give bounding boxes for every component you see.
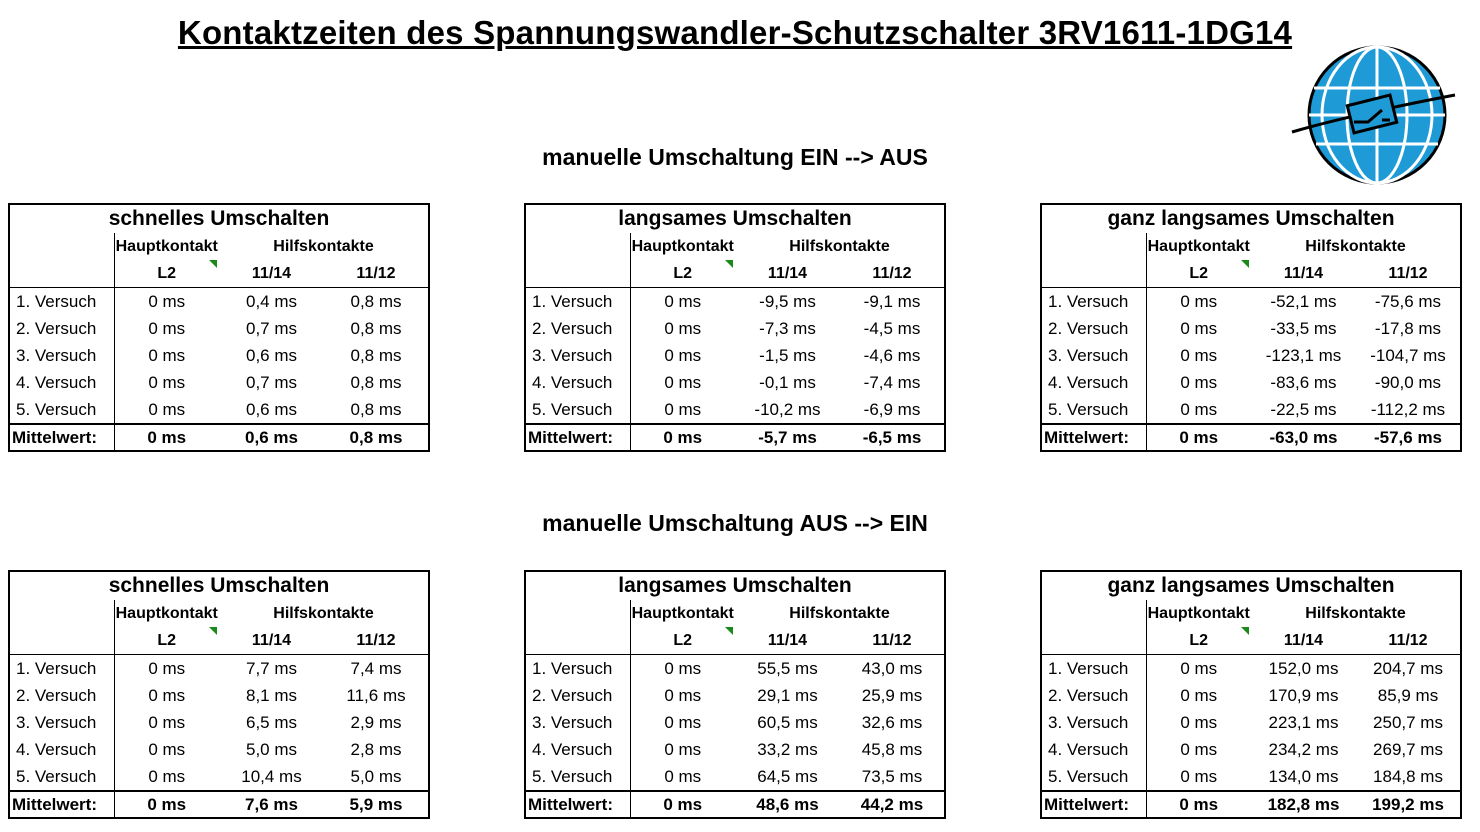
mean-row [525, 791, 945, 818]
value-l2: 0 ms [148, 318, 186, 338]
value-11-12: 0,8 ms [350, 318, 402, 338]
mean-11-12: -57,6 ms [1356, 424, 1461, 451]
value-11-12: -90,0 ms [1374, 372, 1442, 392]
mean-11-14: -5,7 ms [735, 424, 840, 451]
table-row [1041, 288, 1461, 316]
comment-marker-icon [725, 627, 733, 635]
value-11-12: 2,9 ms [350, 712, 402, 732]
col-label-11-14: 11/14 [1251, 627, 1356, 655]
table-row [525, 682, 945, 709]
col-label-11-14: 11/14 [219, 260, 324, 288]
value-11-14: 6,5 ms [245, 712, 298, 732]
trial-label: 3. Versuch [525, 709, 630, 736]
table-heading: langsames Umschalten [618, 207, 852, 230]
value-11-14: 7,7 ms [245, 658, 298, 678]
comment-marker-icon [725, 260, 733, 268]
table-row [9, 342, 429, 369]
mean-11-14: -63,0 ms [1251, 424, 1356, 451]
value-l2: 0 ms [664, 291, 702, 311]
col-header-hilfskontakte: Hilfskontakte [1305, 604, 1406, 622]
table-heading-row [525, 204, 945, 233]
trial-label: 3. Versuch [9, 342, 114, 369]
col-header-hauptkontakt: Hauptkontakt [1147, 604, 1250, 622]
value-11-12: 0,8 ms [350, 372, 402, 392]
trial-label: 1. Versuch [9, 655, 114, 683]
table-row [1041, 342, 1461, 369]
mean-label: Mittelwert: [525, 791, 630, 818]
comment-marker-icon [209, 260, 217, 268]
column-group-row [1041, 600, 1461, 627]
value-l2: 0 ms [148, 739, 186, 759]
value-11-12: 2,8 ms [350, 739, 402, 759]
comment-marker-icon [209, 627, 217, 635]
value-11-14: 8,1 ms [245, 685, 298, 705]
table-row [1041, 655, 1461, 683]
trial-label: 5. Versuch [9, 763, 114, 791]
mean-11-12: 0,8 ms [324, 424, 429, 451]
value-11-12: 0,8 ms [350, 399, 402, 419]
table-heading: schnelles Umschalten [108, 207, 330, 230]
table-heading: schnelles Umschalten [108, 574, 330, 597]
empty-cell [1041, 260, 1146, 288]
value-l2: 0 ms [148, 291, 186, 311]
table-heading-row [525, 571, 945, 600]
value-11-14: 5,0 ms [245, 739, 298, 759]
value-11-12: -9,1 ms [863, 291, 921, 311]
value-l2: 0 ms [664, 399, 702, 419]
value-l2: 0 ms [1180, 685, 1218, 705]
table-row [9, 315, 429, 342]
empty-cell [525, 233, 630, 260]
table-row [9, 655, 429, 683]
trial-label: 5. Versuch [1041, 396, 1146, 424]
mean-11-14: 182,8 ms [1251, 791, 1356, 818]
mean-l2: 0 ms [1146, 424, 1251, 451]
mean-11-12: 199,2 ms [1356, 791, 1461, 818]
value-l2: 0 ms [1180, 399, 1218, 419]
column-group-row [1041, 233, 1461, 260]
mean-l2: 0 ms [114, 424, 219, 451]
col-header-hauptkontakt: Hauptkontakt [115, 237, 218, 255]
table-row [525, 709, 945, 736]
value-l2: 0 ms [148, 399, 186, 419]
trial-label: 3. Versuch [1041, 709, 1146, 736]
value-11-14: -7,3 ms [759, 318, 816, 338]
col-label-11-12: 11/12 [1356, 627, 1461, 655]
col-header-hilfskontakte: Hilfskontakte [273, 604, 374, 622]
mean-11-14: 7,6 ms [219, 791, 324, 818]
trial-label: 1. Versuch [9, 288, 114, 316]
value-11-14: -22,5 ms [1270, 399, 1337, 419]
empty-cell [1041, 233, 1146, 260]
table-ein-aus-langsam [524, 203, 946, 452]
col-label-11-12: 11/12 [1356, 260, 1461, 288]
col-label-11-14: 11/14 [1251, 260, 1356, 288]
trial-label: 1. Versuch [525, 288, 630, 316]
empty-cell [525, 627, 630, 655]
value-11-14: -10,2 ms [754, 399, 821, 419]
value-11-14: 0,6 ms [245, 345, 298, 365]
value-l2: 0 ms [664, 766, 702, 786]
mean-row [9, 791, 429, 818]
mean-11-12: 44,2 ms [840, 791, 945, 818]
value-l2: 0 ms [1180, 318, 1218, 338]
col-label-l2: L2 [114, 260, 219, 288]
value-11-14: -52,1 ms [1270, 291, 1337, 311]
value-11-14: 234,2 ms [1268, 739, 1339, 759]
page-title: Kontaktzeiten des Spannungswandler-Schutzschalter 3RV1611-1DG14 [177, 14, 1293, 51]
column-label-row [525, 627, 945, 655]
column-group-row [525, 233, 945, 260]
value-11-12: -4,5 ms [863, 318, 921, 338]
value-11-14: 33,2 ms [757, 739, 818, 759]
table-row [1041, 709, 1461, 736]
empty-cell [1041, 627, 1146, 655]
value-11-12: 0,8 ms [350, 291, 402, 311]
table-row [525, 736, 945, 763]
col-header-hauptkontakt: Hauptkontakt [1147, 237, 1250, 255]
table-row [525, 763, 945, 791]
value-l2: 0 ms [1180, 345, 1218, 365]
value-11-12: 25,9 ms [861, 685, 923, 705]
table-heading-row [9, 204, 429, 233]
col-label-11-14: 11/14 [219, 627, 324, 655]
mean-11-12: -6,5 ms [840, 424, 945, 451]
table-ein-aus-ganz-langsam [1040, 203, 1462, 452]
trial-label: 4. Versuch [9, 736, 114, 763]
value-11-14: -123,1 ms [1265, 345, 1342, 365]
value-11-14: 152,0 ms [1268, 658, 1339, 678]
table-row [525, 655, 945, 683]
mean-l2: 0 ms [630, 791, 735, 818]
table-row [1041, 396, 1461, 424]
col-header-hilfskontakte: Hilfskontakte [789, 604, 890, 622]
table-aus-ein-langsam [524, 570, 946, 819]
col-label-l2: L2 [1146, 627, 1251, 655]
value-11-14: 0,4 ms [245, 291, 298, 311]
table-row [9, 709, 429, 736]
value-11-12: 269,7 ms [1373, 739, 1443, 759]
mean-l2: 0 ms [1146, 791, 1251, 818]
mean-11-12: 5,9 ms [324, 791, 429, 818]
col-label-11-14: 11/14 [735, 627, 840, 655]
mean-label: Mittelwert: [1041, 791, 1146, 818]
value-11-12: 32,6 ms [861, 712, 923, 732]
col-label-l2: L2 [630, 627, 735, 655]
col-label-11-12: 11/12 [840, 627, 945, 655]
value-11-14: -83,6 ms [1270, 372, 1337, 392]
table-row [525, 369, 945, 396]
table-row [525, 342, 945, 369]
trial-label: 3. Versuch [9, 709, 114, 736]
comment-marker-icon [1241, 260, 1249, 268]
mean-row [1041, 424, 1461, 451]
mean-label: Mittelwert: [525, 424, 630, 451]
mean-11-14: 48,6 ms [735, 791, 840, 818]
table-row [9, 736, 429, 763]
col-header-hilfskontakte: Hilfskontakte [1305, 237, 1406, 255]
empty-cell [525, 600, 630, 627]
table-heading-row [1041, 571, 1461, 600]
trial-label: 4. Versuch [525, 736, 630, 763]
trial-label: 5. Versuch [525, 763, 630, 791]
column-group-row [525, 600, 945, 627]
value-11-12: -104,7 ms [1370, 345, 1446, 365]
value-11-12: 204,7 ms [1373, 658, 1443, 678]
col-label-l2: L2 [630, 260, 735, 288]
trial-label: 2. Versuch [525, 315, 630, 342]
value-11-12: -7,4 ms [863, 372, 921, 392]
trial-label: 1. Versuch [1041, 655, 1146, 683]
comment-marker-icon [1241, 627, 1249, 635]
value-l2: 0 ms [664, 318, 702, 338]
column-group-row [9, 600, 429, 627]
value-11-14: 0,7 ms [245, 372, 298, 392]
col-label-11-12: 11/12 [840, 260, 945, 288]
column-label-row [1041, 627, 1461, 655]
value-11-14: 64,5 ms [757, 766, 818, 786]
table-heading: ganz langsames Umschalten [1107, 207, 1395, 230]
column-label-row [9, 260, 429, 288]
trial-label: 4. Versuch [9, 369, 114, 396]
section-title-aus-ein: manuelle Umschaltung AUS --> EIN [542, 510, 928, 536]
value-l2: 0 ms [1180, 372, 1218, 392]
table-row [1041, 763, 1461, 791]
value-11-14: 10,4 ms [241, 766, 302, 786]
value-l2: 0 ms [664, 739, 702, 759]
mean-l2: 0 ms [114, 791, 219, 818]
trial-label: 1. Versuch [1041, 288, 1146, 316]
value-11-12: -17,8 ms [1374, 318, 1442, 338]
mean-11-14: 0,6 ms [219, 424, 324, 451]
col-header-hauptkontakt: Hauptkontakt [631, 237, 734, 255]
value-l2: 0 ms [664, 658, 702, 678]
col-label-11-12: 11/12 [324, 627, 429, 655]
trial-label: 4. Versuch [1041, 736, 1146, 763]
value-11-14: -9,5 ms [759, 291, 816, 311]
value-11-14: 223,1 ms [1268, 712, 1339, 732]
column-label-row [525, 260, 945, 288]
value-l2: 0 ms [664, 685, 702, 705]
empty-cell [1041, 600, 1146, 627]
value-11-12: 5,0 ms [350, 766, 402, 786]
trial-label: 5. Versuch [525, 396, 630, 424]
table-row [1041, 315, 1461, 342]
value-11-12: -4,6 ms [863, 345, 921, 365]
trial-label: 1. Versuch [525, 655, 630, 683]
value-11-12: 0,8 ms [350, 345, 402, 365]
value-11-14: 170,9 ms [1268, 685, 1339, 705]
value-l2: 0 ms [148, 658, 186, 678]
value-l2: 0 ms [148, 712, 186, 732]
mean-row [9, 424, 429, 451]
table-aus-ein-ganz-langsam [1040, 570, 1462, 819]
trial-label: 2. Versuch [1041, 315, 1146, 342]
trial-label: 5. Versuch [1041, 763, 1146, 791]
table-row [9, 369, 429, 396]
table-row [1041, 682, 1461, 709]
value-l2: 0 ms [148, 345, 186, 365]
column-label-row [9, 627, 429, 655]
value-l2: 0 ms [148, 685, 186, 705]
value-11-14: 55,5 ms [757, 658, 818, 678]
value-l2: 0 ms [1180, 658, 1218, 678]
value-11-12: 43,0 ms [861, 658, 923, 678]
table-heading-row [1041, 204, 1461, 233]
table-heading: langsames Umschalten [618, 574, 852, 597]
value-11-14: 60,5 ms [757, 712, 818, 732]
empty-cell [9, 627, 114, 655]
value-11-12: -75,6 ms [1374, 291, 1442, 311]
value-l2: 0 ms [664, 372, 702, 392]
col-header-hilfskontakte: Hilfskontakte [273, 237, 374, 255]
trial-label: 3. Versuch [1041, 342, 1146, 369]
trial-label: 3. Versuch [525, 342, 630, 369]
mean-label: Mittelwert: [9, 424, 114, 451]
empty-cell [9, 260, 114, 288]
mean-label: Mittelwert: [1041, 424, 1146, 451]
col-header-hauptkontakt: Hauptkontakt [115, 604, 218, 622]
section-title-ein-aus: manuelle Umschaltung EIN --> AUS [542, 144, 928, 170]
value-11-14: 0,6 ms [245, 399, 298, 419]
table-heading-row [9, 571, 429, 600]
value-11-12: 11,6 ms [346, 685, 406, 705]
table-row [525, 288, 945, 316]
table-heading: ganz langsames Umschalten [1107, 574, 1395, 597]
trial-label: 4. Versuch [1041, 369, 1146, 396]
value-11-12: 45,8 ms [861, 739, 923, 759]
col-header-hauptkontakt: Hauptkontakt [631, 604, 734, 622]
table-row [525, 396, 945, 424]
trial-label: 2. Versuch [9, 682, 114, 709]
col-header-hilfskontakte: Hilfskontakte [789, 237, 890, 255]
value-l2: 0 ms [148, 766, 186, 786]
value-11-12: -112,2 ms [1370, 399, 1446, 419]
trial-label: 5. Versuch [9, 396, 114, 424]
value-11-14: 29,1 ms [757, 685, 818, 705]
empty-cell [9, 600, 114, 627]
empty-cell [525, 260, 630, 288]
value-l2: 0 ms [148, 372, 186, 392]
trial-label: 2. Versuch [9, 315, 114, 342]
table-row [9, 288, 429, 316]
value-11-14: -0,1 ms [759, 372, 816, 392]
table-aus-ein-schnell [8, 570, 430, 819]
value-11-12: 250,7 ms [1373, 712, 1443, 732]
mean-row [1041, 791, 1461, 818]
mean-label: Mittelwert: [9, 791, 114, 818]
value-11-14: 0,7 ms [245, 318, 298, 338]
value-11-12: 73,5 ms [861, 766, 923, 786]
value-11-12: 7,4 ms [350, 658, 402, 678]
column-group-row [9, 233, 429, 260]
value-11-14: 134,0 ms [1268, 766, 1339, 786]
value-11-14: -1,5 ms [759, 345, 816, 365]
value-11-12: -6,9 ms [863, 399, 921, 419]
table-row [1041, 736, 1461, 763]
value-11-12: 85,9 ms [1377, 685, 1439, 705]
value-l2: 0 ms [1180, 291, 1218, 311]
column-label-row [1041, 260, 1461, 288]
value-l2: 0 ms [1180, 712, 1218, 732]
mean-row [525, 424, 945, 451]
value-l2: 0 ms [1180, 766, 1218, 786]
table-row [9, 682, 429, 709]
mean-l2: 0 ms [630, 424, 735, 451]
table-row [9, 396, 429, 424]
value-l2: 0 ms [664, 712, 702, 732]
value-11-12: 184,8 ms [1373, 766, 1443, 786]
value-11-14: -33,5 ms [1270, 318, 1337, 338]
empty-cell [9, 233, 114, 260]
trial-label: 2. Versuch [525, 682, 630, 709]
col-label-l2: L2 [1146, 260, 1251, 288]
value-l2: 0 ms [1180, 739, 1218, 759]
table-ein-aus-schnell [8, 203, 430, 452]
col-label-11-12: 11/12 [324, 260, 429, 288]
trial-label: 2. Versuch [1041, 682, 1146, 709]
table-row [525, 315, 945, 342]
table-row [9, 763, 429, 791]
table-row [1041, 369, 1461, 396]
trial-label: 4. Versuch [525, 369, 630, 396]
value-l2: 0 ms [664, 345, 702, 365]
col-label-l2: L2 [114, 627, 219, 655]
col-label-11-14: 11/14 [735, 260, 840, 288]
